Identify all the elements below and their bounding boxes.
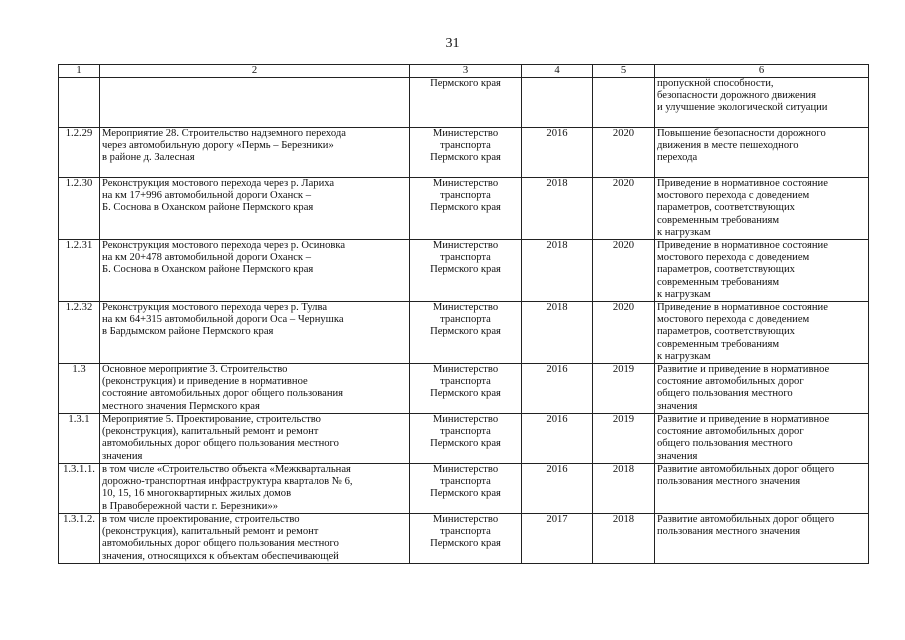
column-header-4: 4 [522,65,593,78]
row-number: 1.2.32 [59,302,100,364]
column-header-6: 6 [655,65,869,78]
table-row [59,414,869,464]
activity-name: Реконструкция мостового перехода через р. Лариха на км 17+996 автомобильной дороги Оханск – Б. Соснова в Оханском районе Пермского края [100,178,410,240]
executor: Министерство транспорта Пермского края [410,414,522,464]
executor: Министерство транспорта Пермского края [410,240,522,302]
executor: Министерство транспорта Пермского края [410,364,522,414]
column-header-1: 1 [59,65,100,78]
row-number: 1.3.1 [59,414,100,464]
row-number: 1.3.1.1. [59,464,100,514]
row-number: 1.2.29 [59,128,100,178]
table-row [59,240,869,302]
start-year [522,78,593,128]
executor: Пермского края [410,78,522,128]
activity-name: Мероприятие 5. Проектирование, строительство (реконструкция), капитальный ремонт и ремонт автомобильных дорог общего пользования местного значения [100,414,410,464]
end-year [593,78,655,128]
executor: Министерство транспорта Пермского края [410,514,522,564]
expected-result: Повышение безопасности дорожного движения в месте пешеходного перехода [655,128,869,178]
activity-name: в том числе «Строительство объекта «Межквартальная дорожно-транспортная инфраструктура кварталов № 6, 10, 15, 16 многоквартирных жилых домов в Правобережной части г. Березники»» [100,464,410,514]
activity-name: Реконструкция мостового перехода через р. Тулва на км 64+315 автомобильной дороги Оса – Чернушка в Бардымском районе Пермского края [100,302,410,364]
start-year: 2016 [522,414,593,464]
program-table [58,64,869,564]
table-row [59,364,869,414]
expected-result: Развитие автомобильных дорог общего пользования местного значения [655,514,869,564]
end-year: 2020 [593,302,655,364]
expected-result: пропускной способности, безопасности дорожного движения и улучшение экологической ситуации [655,78,869,128]
start-year: 2016 [522,464,593,514]
end-year: 2020 [593,178,655,240]
table-row [59,178,869,240]
expected-result: Развитие и приведение в нормативное состояние автомобильных дорог общего пользования местного значения [655,364,869,414]
end-year: 2020 [593,128,655,178]
start-year: 2016 [522,364,593,414]
expected-result: Развитие и приведение в нормативное состояние автомобильных дорог общего пользования местного значения [655,414,869,464]
column-header-5: 5 [593,65,655,78]
end-year: 2019 [593,364,655,414]
table-header-row [59,65,869,78]
start-year: 2018 [522,178,593,240]
activity-name: Основное мероприятие 3. Строительство (реконструкция) и приведение в нормативное состояние автомобильных дорог общего пользования местного значения Пермского края [100,364,410,414]
end-year: 2019 [593,414,655,464]
activity-name: в том числе проектирование, строительство (реконструкция), капитальный ремонт и ремонт автомобильных дорог общего пользования местного значения, относящихся к объектам обеспечивающей [100,514,410,564]
expected-result: Приведение в нормативное состояние мостового перехода с доведением параметров, соответствующих современным требованиям к нагрузкам [655,302,869,364]
end-year: 2020 [593,240,655,302]
activity-name: Мероприятие 28. Строительство надземного перехода через автомобильную дорогу «Пермь – Березники» в районе д. Залесная [100,128,410,178]
start-year: 2017 [522,514,593,564]
activity-name [100,78,410,128]
start-year: 2016 [522,128,593,178]
expected-result: Приведение в нормативное состояние мостового перехода с доведением параметров, соответствующих современным требованиям к нагрузкам [655,240,869,302]
expected-result: Развитие автомобильных дорог общего пользования местного значения [655,464,869,514]
column-header-2: 2 [100,65,410,78]
end-year: 2018 [593,514,655,564]
column-header-3: 3 [410,65,522,78]
end-year: 2018 [593,464,655,514]
row-number: 1.3.1.2. [59,514,100,564]
row-number: 1.3 [59,364,100,414]
start-year: 2018 [522,240,593,302]
page-number: 31 [445,36,460,51]
executor: Министерство транспорта Пермского края [410,128,522,178]
executor: Министерство транспорта Пермского края [410,302,522,364]
activity-name: Реконструкция мостового перехода через р. Осиновка на км 20+478 автомобильной дороги Оханск – Б. Соснова в Оханском районе Пермского края [100,240,410,302]
row-number: 1.2.30 [59,178,100,240]
start-year: 2018 [522,302,593,364]
table-row [59,302,869,364]
row-number: 1.2.31 [59,240,100,302]
table-row [59,78,869,128]
table-row [59,514,869,564]
row-number [59,78,100,128]
executor: Министерство транспорта Пермского края [410,464,522,514]
executor: Министерство транспорта Пермского края [410,178,522,240]
table-row [59,464,869,514]
expected-result: Приведение в нормативное состояние мостового перехода с доведением параметров, соответствующих современным требованиям к нагрузкам [655,178,869,240]
table-row [59,128,869,178]
